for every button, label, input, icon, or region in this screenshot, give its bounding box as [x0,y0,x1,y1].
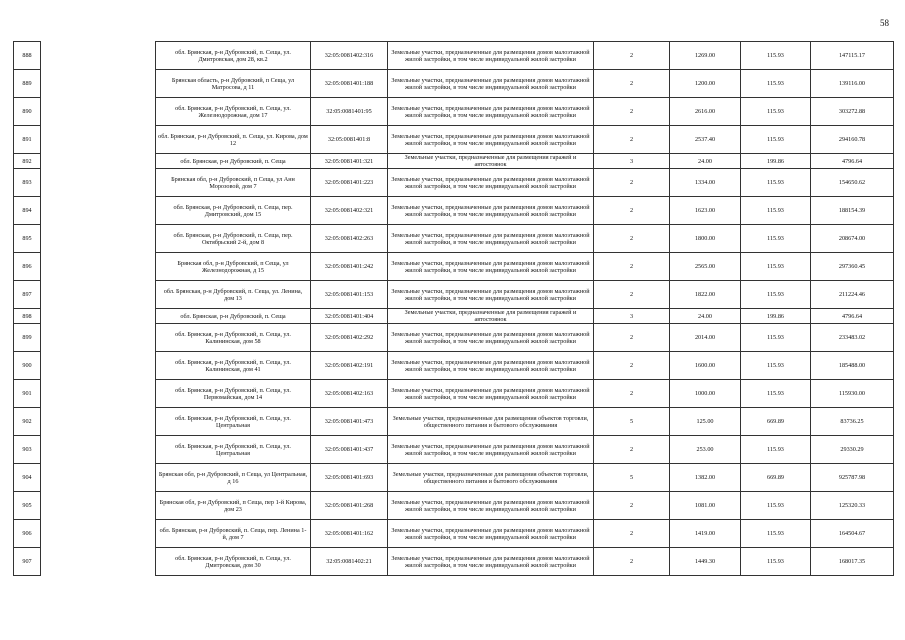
use-group-cell: 2 [594,70,670,98]
cadastral-number-cell: 32:05:0081401:242 [311,253,388,281]
area-cell: 1000.00 [670,380,741,408]
row-number-cell: 888 [14,42,41,70]
blank-gap-cell [41,520,156,548]
row-number-cell: 894 [14,197,41,225]
blank-gap-cell [41,197,156,225]
blank-gap-cell [41,42,156,70]
use-group-cell: 5 [594,464,670,492]
address-cell: Брянская область, р-н Дубровский, п Сеща, ул Матросова, д 11 [156,70,311,98]
area-cell: 1449.30 [670,548,741,576]
use-group-cell: 2 [594,126,670,154]
blank-gap-cell [41,253,156,281]
specific-value-cell: 115.93 [741,492,811,520]
use-group-cell: 2 [594,197,670,225]
row-number-cell: 896 [14,253,41,281]
table-row [14,464,894,492]
area-cell: 253.00 [670,436,741,464]
address-cell: обл. Брянская, р-н Дубровский, п. Сеща [156,154,311,169]
address-cell: обл. Брянская, р-н Дубровский, п. Сеща, ул. Центральная [156,436,311,464]
permitted-use-cell: Земельные участки, предназначенные для размещения объектов торговли, общественного питания и бытового обслуживания [388,408,594,436]
table-row [14,154,894,169]
cadastral-number-cell: 32:05:0081401:153 [311,281,388,309]
blank-gap-cell [41,309,156,324]
cadastral-number-cell: 32:05:0081402:163 [311,380,388,408]
cadastral-number-cell: 32:05:0081401:162 [311,520,388,548]
cadastral-number-cell: 32:05:0081401:437 [311,436,388,464]
row-number-cell: 898 [14,309,41,324]
row-number-cell: 906 [14,520,41,548]
area-cell: 1822.00 [670,281,741,309]
cadastral-value-cell: 188154.39 [811,197,894,225]
address-cell: обл. Брянская, р-н Дубровский, п. Сеща, ул. Дмитровская, дом 30 [156,548,311,576]
blank-gap-cell [41,408,156,436]
area-cell: 2014.00 [670,324,741,352]
address-cell: обл. Брянская, р-н Дубровский, п. Сеща, пер. Октябрьский 2-й, дом 8 [156,225,311,253]
address-cell: обл. Брянская, р-н Дубровский, п. Сеща, ул. Железнодорожная, дом 17 [156,98,311,126]
cadastral-value-cell: 125320.33 [811,492,894,520]
specific-value-cell: 115.93 [741,380,811,408]
row-number-cell: 902 [14,408,41,436]
area-cell: 1200.00 [670,70,741,98]
row-number-cell: 899 [14,324,41,352]
cadastral-value-cell: 303272.88 [811,98,894,126]
permitted-use-cell: Земельные участки, предназначенные для размещения гаражей и автостоянок [388,309,594,324]
use-group-cell: 2 [594,225,670,253]
cadastral-number-cell: 32:05:0081401:223 [311,169,388,197]
area-cell: 125.00 [670,408,741,436]
cadastral-number-cell: 32:05:0081401:188 [311,70,388,98]
specific-value-cell: 669.89 [741,408,811,436]
table-row [14,197,894,225]
address-cell: обл. Брянская, р-н Дубровский, п. Сеща, пер. Ленина 1-й, дом 7 [156,520,311,548]
cadastral-number-cell: 32:05:0081402:263 [311,225,388,253]
cadastral-number-cell: 32:05:0081402:191 [311,352,388,380]
permitted-use-cell: Земельные участки, предназначенные для размещения домов малоэтажной жилой застройки, в том числе индивидуальной жилой застройки [388,42,594,70]
permitted-use-cell: Земельные участки, предназначенные для размещения домов малоэтажной жилой застройки, в том числе индивидуальной жилой застройки [388,324,594,352]
row-number-cell: 904 [14,464,41,492]
blank-gap-cell [41,380,156,408]
area-cell: 1382.00 [670,464,741,492]
cadastral-value-cell: 164504.67 [811,520,894,548]
land-plots-table [13,41,894,576]
area-cell: 1081.00 [670,492,741,520]
cadastral-number-cell: 32:05:0081402:316 [311,42,388,70]
permitted-use-cell: Земельные участки, предназначенные для размещения домов малоэтажной жилой застройки, в том числе индивидуальной жилой застройки [388,352,594,380]
address-cell: обл. Брянская, р-н Дубровский, п. Сеща, ул. Центральная [156,408,311,436]
row-number-cell: 889 [14,70,41,98]
use-group-cell: 2 [594,492,670,520]
row-number-cell: 893 [14,169,41,197]
cadastral-number-cell: 32:05:0081401:321 [311,154,388,169]
permitted-use-cell: Земельные участки, предназначенные для размещения гаражей и автостоянок [388,154,594,169]
area-cell: 1800.00 [670,225,741,253]
use-group-cell: 3 [594,154,670,169]
row-number-cell: 895 [14,225,41,253]
use-group-cell: 2 [594,169,670,197]
permitted-use-cell: Земельные участки, предназначенные для размещения домов малоэтажной жилой застройки, в том числе индивидуальной жилой застройки [388,380,594,408]
page-number: 58 [880,18,889,28]
address-cell: обл. Брянская, р-н Дубровский, п. Сеща, ул. Ленина, дом 13 [156,281,311,309]
address-cell: обл. Брянская, р-н Дубровский, п. Сеща [156,309,311,324]
cadastral-value-cell: 115930.00 [811,380,894,408]
permitted-use-cell: Земельные участки, предназначенные для размещения домов малоэтажной жилой застройки, в том числе индивидуальной жилой застройки [388,253,594,281]
blank-gap-cell [41,281,156,309]
use-group-cell: 2 [594,324,670,352]
table-row [14,126,894,154]
address-cell: обл. Брянская, р-н Дубровский, п. Сеща, ул. Дмитровская, дом 28, кв.2 [156,42,311,70]
use-group-cell: 2 [594,98,670,126]
blank-gap-cell [41,126,156,154]
specific-value-cell: 669.89 [741,464,811,492]
address-cell: Брянская обл, р-н Дубровский, п Сеща, ул Анн Морозовой, дом 7 [156,169,311,197]
area-cell: 1419.00 [670,520,741,548]
specific-value-cell: 115.93 [741,548,811,576]
blank-gap-cell [41,352,156,380]
cadastral-value-cell: 294160.78 [811,126,894,154]
cadastral-value-cell: 4796.64 [811,309,894,324]
permitted-use-cell: Земельные участки, предназначенные для размещения домов малоэтажной жилой застройки, в том числе индивидуальной жилой застройки [388,520,594,548]
table-row [14,42,894,70]
address-cell: обл. Брянская, р-н Дубровский, п. Сеща, пер. Дмитровский, дом 15 [156,197,311,225]
use-group-cell: 2 [594,548,670,576]
use-group-cell: 2 [594,42,670,70]
row-number-cell: 890 [14,98,41,126]
area-cell: 1269.00 [670,42,741,70]
use-group-cell: 2 [594,253,670,281]
table-row [14,492,894,520]
address-cell: обл. Брянская, р-н Дубровский, п. Сеща, ул. Калининская, дом 41 [156,352,311,380]
row-number-cell: 907 [14,548,41,576]
permitted-use-cell: Земельные участки, предназначенные для размещения домов малоэтажной жилой застройки, в том числе индивидуальной жилой застройки [388,126,594,154]
permitted-use-cell: Земельные участки, предназначенные для размещения домов малоэтажной жилой застройки, в том числе индивидуальной жилой застройки [388,169,594,197]
cadastral-value-cell: 208674.00 [811,225,894,253]
area-cell: 24.00 [670,154,741,169]
specific-value-cell: 115.93 [741,126,811,154]
blank-gap-cell [41,225,156,253]
use-group-cell: 2 [594,436,670,464]
table-row [14,169,894,197]
cadastral-number-cell: 32:05:0081402:321 [311,197,388,225]
cadastral-value-cell: 233483.02 [811,324,894,352]
area-cell: 2565.00 [670,253,741,281]
table-row [14,324,894,352]
specific-value-cell: 115.93 [741,436,811,464]
blank-gap-cell [41,464,156,492]
table-row [14,309,894,324]
address-cell: Брянская обл, р-н Дубровский, п Сеща, ул Железнодорожная, д 15 [156,253,311,281]
address-cell: Брянская обл, р-н Дубровский, п Сеща, ул Центральная, д 16 [156,464,311,492]
blank-gap-cell [41,70,156,98]
specific-value-cell: 199.86 [741,309,811,324]
table-row [14,380,894,408]
row-number-cell: 905 [14,492,41,520]
area-cell: 2616.00 [670,98,741,126]
cadastral-value-cell: 29330.29 [811,436,894,464]
cadastral-value-cell: 185488.00 [811,352,894,380]
area-cell: 1600.00 [670,352,741,380]
cadastral-value-cell: 297360.45 [811,253,894,281]
area-cell: 2537.40 [670,126,741,154]
specific-value-cell: 115.93 [741,98,811,126]
table-row [14,520,894,548]
row-number-cell: 900 [14,352,41,380]
cadastral-value-cell: 211224.46 [811,281,894,309]
specific-value-cell: 115.93 [741,253,811,281]
specific-value-cell: 115.93 [741,42,811,70]
table-row [14,436,894,464]
table-body [14,42,894,576]
specific-value-cell: 199.86 [741,154,811,169]
specific-value-cell: 115.93 [741,324,811,352]
row-number-cell: 891 [14,126,41,154]
specific-value-cell: 115.93 [741,197,811,225]
use-group-cell: 2 [594,352,670,380]
permitted-use-cell: Земельные участки, предназначенные для размещения домов малоэтажной жилой застройки, в том числе индивидуальной жилой застройки [388,70,594,98]
cadastral-value-cell: 4796.64 [811,154,894,169]
cadastral-number-cell: 32:05:0081401:8 [311,126,388,154]
table-row [14,408,894,436]
specific-value-cell: 115.93 [741,70,811,98]
cadastral-number-cell: 32:05:0081401:473 [311,408,388,436]
blank-gap-cell [41,324,156,352]
area-cell: 1623.00 [670,197,741,225]
specific-value-cell: 115.93 [741,352,811,380]
row-number-cell: 897 [14,281,41,309]
table-row [14,253,894,281]
area-cell: 1334.00 [670,169,741,197]
address-cell: обл. Брянская, р-н Дубровский, п. Сеща, ул. Кирова, дом 12 [156,126,311,154]
cadastral-value-cell: 154650.62 [811,169,894,197]
cadastral-value-cell: 139116.00 [811,70,894,98]
permitted-use-cell: Земельные участки, предназначенные для размещения домов малоэтажной жилой застройки, в том числе индивидуальной жилой застройки [388,98,594,126]
cadastral-number-cell: 32:05:0081401:693 [311,464,388,492]
blank-gap-cell [41,436,156,464]
specific-value-cell: 115.93 [741,225,811,253]
use-group-cell: 2 [594,520,670,548]
cadastral-number-cell: 32:05:0081401:404 [311,309,388,324]
row-number-cell: 892 [14,154,41,169]
cadastral-value-cell: 147115.17 [811,42,894,70]
area-cell: 24.00 [670,309,741,324]
table-row [14,225,894,253]
blank-gap-cell [41,492,156,520]
specific-value-cell: 115.93 [741,281,811,309]
table-row [14,70,894,98]
table-row [14,548,894,576]
blank-gap-cell [41,154,156,169]
address-cell: обл. Брянская, р-н Дубровский, п. Сеща, ул. Первомайская, дом 14 [156,380,311,408]
blank-gap-cell [41,548,156,576]
use-group-cell: 2 [594,380,670,408]
use-group-cell: 2 [594,281,670,309]
permitted-use-cell: Земельные участки, предназначенные для размещения домов малоэтажной жилой застройки, в том числе индивидуальной жилой застройки [388,548,594,576]
cadastral-value-cell: 925787.98 [811,464,894,492]
row-number-cell: 903 [14,436,41,464]
permitted-use-cell: Земельные участки, предназначенные для размещения домов малоэтажной жилой застройки, в том числе индивидуальной жилой застройки [388,492,594,520]
permitted-use-cell: Земельные участки, предназначенные для размещения объектов торговли, общественного питания и бытового обслуживания [388,464,594,492]
permitted-use-cell: Земельные участки, предназначенные для размещения домов малоэтажной жилой застройки, в том числе индивидуальной жилой застройки [388,197,594,225]
row-number-cell: 901 [14,380,41,408]
blank-gap-cell [41,98,156,126]
specific-value-cell: 115.93 [741,520,811,548]
specific-value-cell: 115.93 [741,169,811,197]
cadastral-number-cell: 32:05:0081402:21 [311,548,388,576]
address-cell: Брянская обл, р-н Дубровский, п Сеща, пер 1-й Кирова, дом 23 [156,492,311,520]
use-group-cell: 3 [594,309,670,324]
cadastral-value-cell: 168017.35 [811,548,894,576]
table-row [14,98,894,126]
address-cell: обл. Брянская, р-н Дубровский, п. Сеща, ул. Калининская, дом 58 [156,324,311,352]
blank-gap-cell [41,169,156,197]
cadastral-number-cell: 32:05:0081401:95 [311,98,388,126]
cadastral-number-cell: 32:05:0081402:292 [311,324,388,352]
permitted-use-cell: Земельные участки, предназначенные для размещения домов малоэтажной жилой застройки, в том числе индивидуальной жилой застройки [388,281,594,309]
permitted-use-cell: Земельные участки, предназначенные для размещения домов малоэтажной жилой застройки, в том числе индивидуальной жилой застройки [388,225,594,253]
permitted-use-cell: Земельные участки, предназначенные для размещения домов малоэтажной жилой застройки, в том числе индивидуальной жилой застройки [388,436,594,464]
cadastral-number-cell: 32:05:0081401:268 [311,492,388,520]
table-row [14,352,894,380]
table-row [14,281,894,309]
cadastral-value-cell: 83736.25 [811,408,894,436]
use-group-cell: 5 [594,408,670,436]
